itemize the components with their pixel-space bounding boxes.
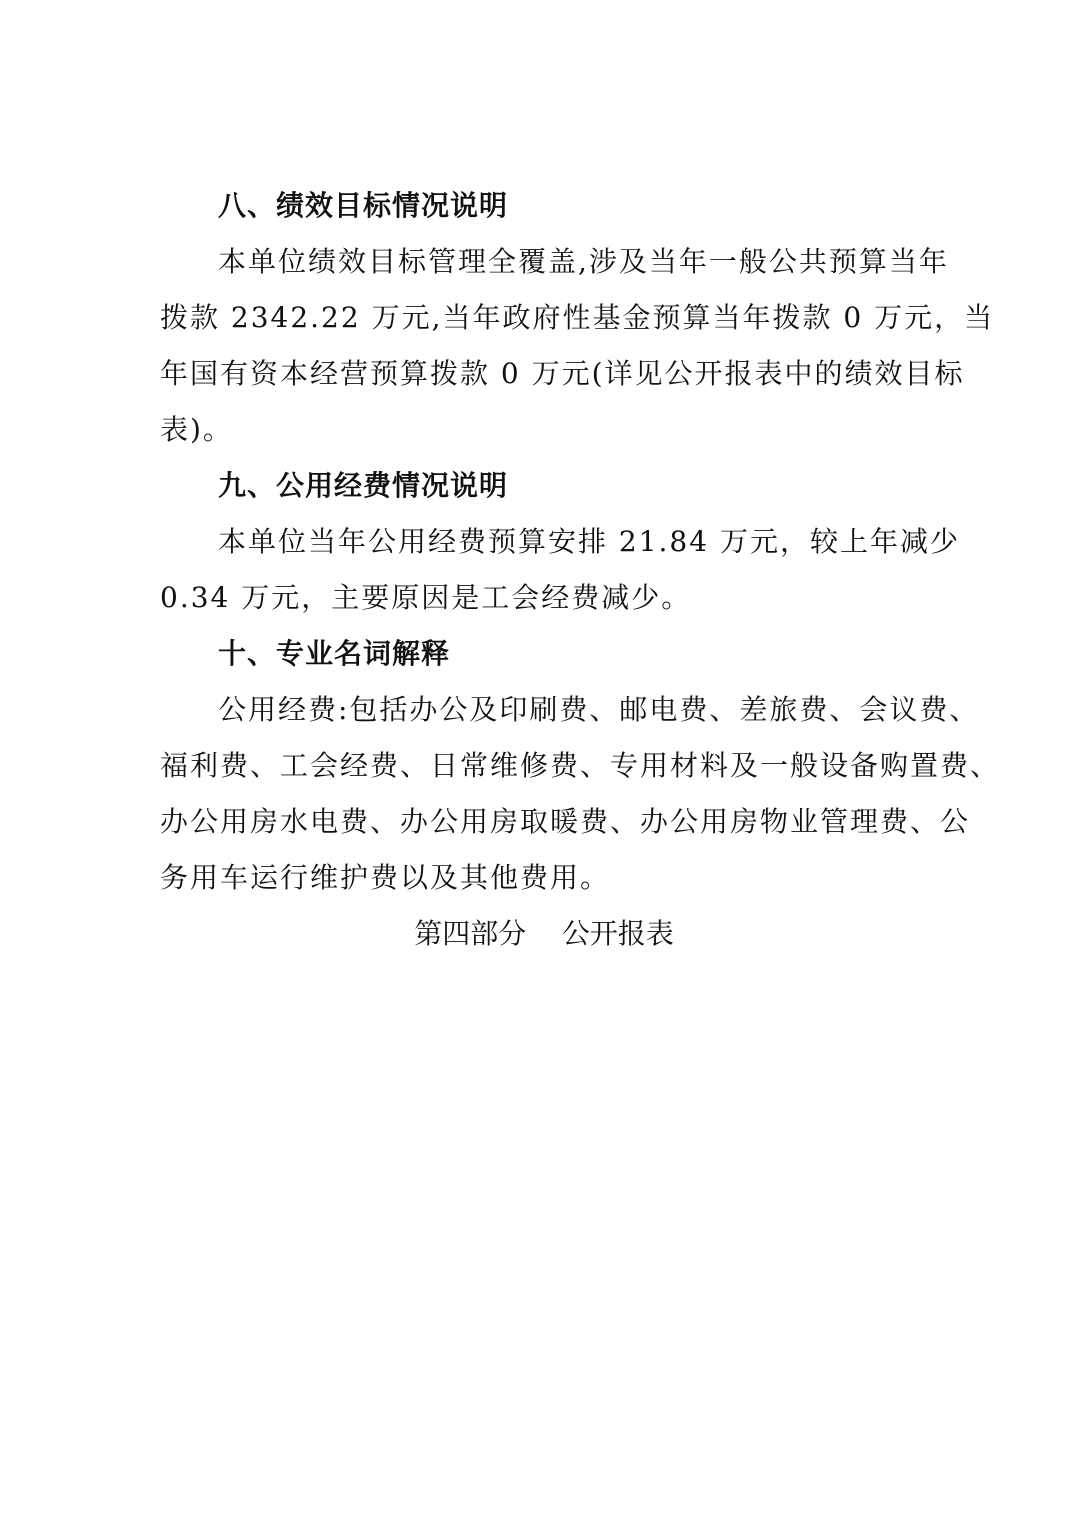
section-paragraph-glossary (160, 682, 1001, 906)
document-body (160, 178, 1001, 906)
paragraph-line: 务用车运行维护费以及其他费用。 (160, 861, 611, 894)
section-heading-glossary: 十、专业名词解释 (218, 637, 451, 670)
part-title: 第四部分 公开报表 (414, 917, 674, 950)
section-heading-performance-goals: 八、绩效目标情况说明 (218, 189, 509, 222)
section-paragraph-performance-goals (160, 234, 995, 458)
section-heading-public-funds: 九、公用经费情况说明 (218, 469, 509, 502)
paragraph-line: 年国有资本经营预算拨款 0 万元(详见公开报表中的绩效目标 (160, 357, 965, 390)
paragraph-line: 公用经费:包括办公及印刷费、邮电费、差旅费、会议费、 (218, 693, 980, 726)
paragraph-line: 本单位绩效目标管理全覆盖,涉及当年一般公共预算当年 (218, 245, 949, 278)
paragraph-line: 本单位当年公用经费预算安排 21.84 万元，较上年减少 (218, 525, 960, 558)
paragraph-line: 表)。 (160, 413, 233, 446)
paragraph-line: 0.34 万元，主要原因是工会经费减少。 (160, 581, 692, 614)
paragraph-line: 办公用房水电费、办公用房取暖费、办公用房物业管理费、公 (160, 805, 971, 838)
paragraph-line: 福利费、工会经费、日常维修费、专用材料及一般设备购置费、 (160, 749, 1001, 782)
section-paragraph-public-funds (160, 514, 960, 626)
paragraph-line: 拨款 2342.22 万元,当年政府性基金预算当年拨款 0 万元，当 (160, 301, 995, 334)
